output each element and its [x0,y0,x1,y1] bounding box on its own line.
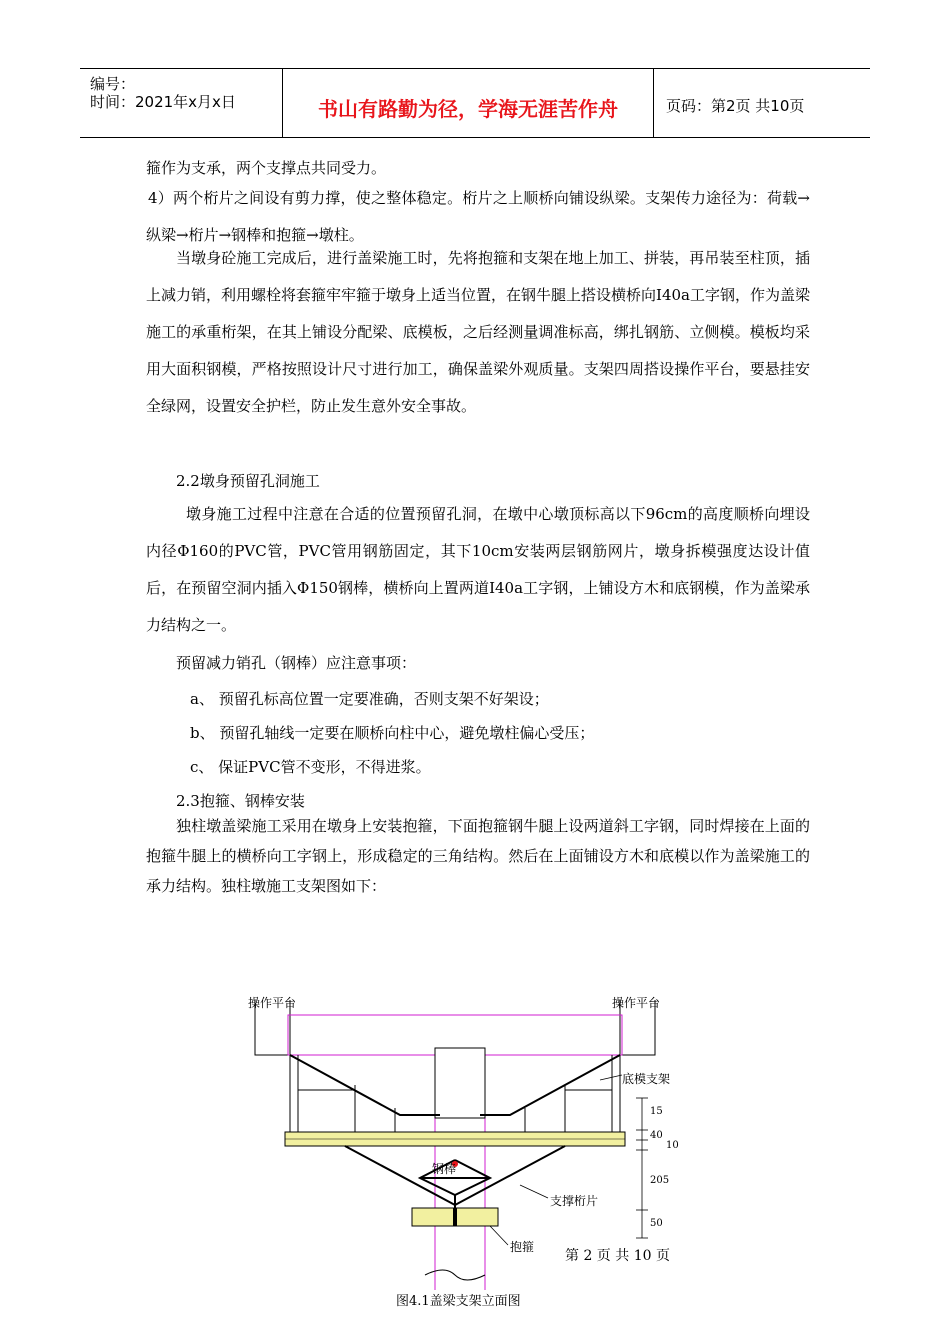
header-page-cell [654,69,870,137]
note-item-c: c、 保证PVC管不变形，不得进浆。 [190,758,431,776]
dim-40: 40 [650,1130,663,1141]
dim-50: 50 [650,1218,663,1229]
label-hoop: 抱箍 [510,1240,535,1254]
label-bottom-form: 底模支架 [622,1072,671,1086]
header-info-cell [80,69,283,137]
notes-title: 预留减力销孔（钢棒）应注意事项： [176,654,417,672]
header-motto-cell [283,69,654,137]
figure-caption: 图4.1盖梁支架立面图 [396,1294,521,1309]
pier-base-break [425,1270,485,1280]
support-truss [345,1146,565,1210]
dim-10: 10 [666,1140,679,1151]
paragraph-1: 箍作为支承，两个支撑点共同受力。 [146,159,387,177]
date-label: 时间：2021年x月x日 [90,93,236,111]
bottom-form-right [480,1055,620,1115]
label-truss: 支撑桁片 [550,1194,599,1208]
dim-15: 15 [650,1106,663,1117]
dimension-line [636,1098,648,1238]
note-item-a: a、 预留孔标高位置一定要准确，否则支架不好架设； [190,690,549,708]
label-steel-bar: 钢棒 [432,1162,457,1176]
dim-205: 205 [650,1175,670,1186]
heading-2-2: 2.2墩身预留孔洞施工 [176,472,320,490]
number-label: 编号： [90,75,136,93]
pier-top [435,1048,485,1118]
page-number-label: 页码：第2页 共10页 [666,97,805,115]
label-platform-left: 操作平台 [248,996,297,1010]
paragraph-4: 墩身施工过程中注意在合适的位置预留孔洞，在墩中心墩顶标高以下96cm的高度顺桥向埋设内径Φ160的PVC管，PVC管用钢筋固定，其下10cm安装两层钢筋网片，墩身拆模强度达设计值后，在预留空洞内插入Φ150钢棒，横桥向上置两道I40a工字钢，上铺设方木和底钢模，作为盖梁承力结构之一。 [146,505,810,634]
motto: 书山有路勤为径，学海无涯苦作舟 [318,97,618,121]
page-footer: 第 2 页 共 10 页 [565,1248,670,1264]
paragraph-3: 当墩身砼施工完成后，进行盖梁施工时，先将抱箍和支架在地上加工、拼装，再吊装至柱顶，插上减力销，利用螺栓将套箍牢牢箍于墩身上适当位置，在钢牛腿上搭设横桥向I40a工字钢，作为盖梁施工的承重桁架，在其上铺设分配梁、底模板，之后经测量调准标高，绑扎钢筋、立侧模。模板均采用大面积钢模，严格按照设计尺寸进行加工，确保盖梁外观质量。支架四周搭设操作平台，要悬挂安全绿网，设置安全护栏，防止发生意外安全事故。 [146,249,810,415]
header-table [80,68,870,138]
note-item-b: b、 预留孔轴线一定要在顺桥向柱中心，避免墩柱偏心受压； [190,724,595,742]
paragraph-2: 4）两个桁片之间设有剪力撑，使之整体稳定。桁片之上顺桥向铺设纵梁。支架传力途径为：荷载→纵梁→桁片→钢棒和抱箍→墩柱。 [146,189,810,244]
bottom-form-left [290,1055,440,1115]
heading-2-3: 2.3抱箍、钢棒安装 [176,792,305,810]
label-platform-right: 操作平台 [612,996,661,1010]
paragraph-5: 独柱墩盖梁施工采用在墩身上安装抱箍，下面抱箍钢牛腿上设两道斜工字钢，同时焊接在上面的抱箍牛腿上的横桥向工字钢上，形成稳定的三角结构。然后在上面铺设方木和底模以作为盖梁施工的承力结构。独柱墩施工支架图如下： [146,817,810,895]
leader-lines [490,1075,622,1245]
